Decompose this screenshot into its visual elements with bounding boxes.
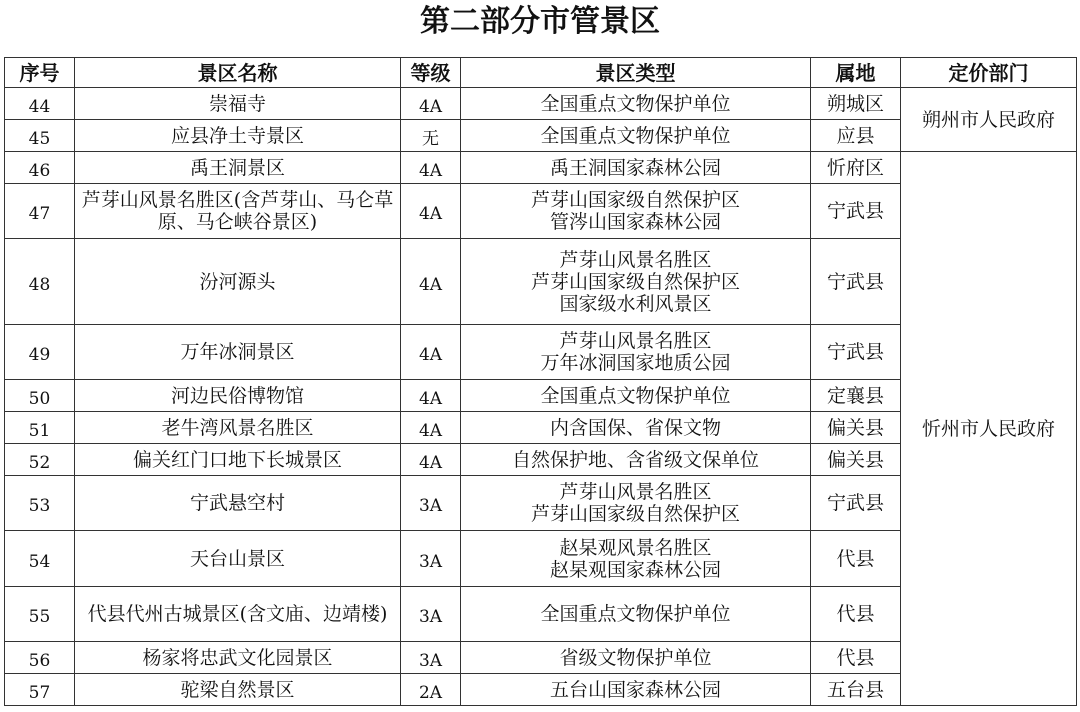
scenic-location: 宁武县 [811, 476, 901, 531]
row-number [5, 476, 75, 531]
scenic-grade-text: 无 [422, 128, 439, 149]
row-number [5, 88, 75, 120]
scenic-name: 芦芽山风景名胜区(含芦芽山、马仑草原、马仑峡谷景区) [75, 184, 401, 239]
scenic-grade-text: 4A [418, 345, 443, 365]
scenic-type-line: 万年冰洞国家地质公园 [540, 352, 731, 374]
scenic-location: 宁武县 [811, 239, 901, 325]
scenic-type-line: 全国重点文物保护单位 [540, 124, 731, 147]
row-number [5, 325, 75, 380]
scenic-grade [401, 531, 461, 587]
header-location: 属地 [811, 58, 901, 88]
scenic-type-line: 芦芽山风景名胜区 [559, 248, 712, 271]
scenic-type-line: 全国重点文物保护单位 [540, 92, 731, 115]
row-number [5, 587, 75, 642]
scenic-grade-text: 3A [418, 650, 443, 671]
row-number-text: 54 [28, 551, 51, 572]
scenic-type [461, 380, 811, 412]
row-number [5, 239, 75, 325]
scenic-type [461, 412, 811, 444]
scenic-type [461, 325, 811, 380]
scenic-location: 忻府区 [811, 152, 901, 184]
row-number [5, 531, 75, 587]
scenic-type [461, 444, 811, 476]
scenic-type-line: 全国重点文物保护单位 [540, 384, 731, 407]
scenic-type-line: 芦芽山国家级自然保护区 [530, 270, 740, 293]
row-number-text: 46 [28, 160, 51, 181]
scenic-location: 朔城区 [811, 88, 901, 120]
scenic-grade [401, 88, 461, 120]
scenic-location: 应县 [811, 120, 901, 152]
scenic-name: 杨家将忠武文化园景区 [75, 642, 401, 674]
row-number [5, 642, 75, 674]
scenic-type-line: 五台山国家森林公园 [549, 678, 721, 701]
table-row [5, 152, 1077, 184]
scenic-type-line: 芦芽山国家级自然保护区 [530, 503, 740, 525]
scenic-name: 偏关红门口地下长城景区 [75, 444, 401, 476]
scenic-type [461, 120, 811, 152]
scenic-name: 崇福寺 [75, 88, 401, 120]
scenic-grade [401, 120, 461, 152]
page-title: 第二部分市管景区 [420, 4, 660, 39]
scenic-type [461, 476, 811, 531]
scenic-name: 代县代州古城景区(含文庙、边靖楼) [75, 587, 401, 642]
scenic-type-line: 芦芽山国家级自然保护区 [530, 189, 740, 211]
scenic-grade-text: 3A [418, 607, 443, 627]
scenic-grade [401, 444, 461, 476]
row-number [5, 412, 75, 444]
scenic-type [461, 531, 811, 587]
row-number [5, 674, 75, 706]
scenic-grade [401, 380, 461, 412]
scenic-name: 河边民俗博物馆 [75, 380, 401, 412]
scenic-location: 定襄县 [811, 380, 901, 412]
scenic-grade [401, 325, 461, 380]
scenic-type [461, 88, 811, 120]
scenic-grade-text: 3A [418, 496, 443, 516]
scenic-type [461, 184, 811, 239]
row-number-text: 49 [28, 345, 51, 365]
scenic-grade [401, 239, 461, 325]
scenic-grade [401, 587, 461, 642]
row-number-text: 56 [28, 650, 51, 671]
scenic-type-line: 内含国保、省保文物 [549, 416, 721, 439]
scenic-name: 宁武悬空村 [75, 476, 401, 531]
row-number [5, 380, 75, 412]
scenic-location: 宁武县 [811, 184, 901, 239]
scenic-type-line: 管涔山国家森林公园 [549, 211, 721, 233]
scenic-grade-text: 3A [418, 551, 443, 572]
scenic-grade-text: 4A [418, 452, 443, 473]
scenic-type-line: 省级文物保护单位 [559, 646, 712, 669]
header-dept: 定价部门 [901, 58, 1077, 88]
header-no: 序号 [5, 58, 75, 88]
scenic-grade-text: 4A [418, 160, 443, 181]
row-number [5, 120, 75, 152]
scenic-grade-text: 4A [418, 96, 443, 117]
scenic-location: 代县 [811, 642, 901, 674]
scenic-type-line: 国家级水利风景区 [559, 292, 712, 315]
scenic-location: 代县 [811, 531, 901, 587]
scenic-type-line: 芦芽山风景名胜区 [559, 330, 712, 352]
scenic-table [4, 57, 1077, 706]
scenic-name: 老牛湾风景名胜区 [75, 412, 401, 444]
table-row [5, 88, 1077, 120]
row-number [5, 152, 75, 184]
scenic-grade [401, 642, 461, 674]
header-type: 景区类型 [461, 58, 811, 88]
header-row [5, 58, 1077, 88]
row-number-text: 53 [28, 496, 51, 516]
row-number-text: 45 [28, 128, 51, 149]
scenic-grade-text: 4A [418, 204, 443, 224]
header-grade: 等级 [401, 58, 461, 88]
row-number-text: 57 [28, 682, 51, 703]
scenic-grade [401, 412, 461, 444]
header-name: 景区名称 [75, 58, 401, 88]
scenic-location: 偏关县 [811, 412, 901, 444]
scenic-grade-text: 4A [418, 388, 443, 409]
scenic-grade-text: 4A [418, 420, 443, 441]
scenic-type [461, 152, 811, 184]
scenic-type-line: 芦芽山风景名胜区 [559, 481, 712, 503]
scenic-location: 宁武县 [811, 325, 901, 380]
row-number-text: 48 [28, 274, 51, 295]
scenic-type-line: 禹王洞国家森林公园 [549, 156, 721, 179]
scenic-name: 驼梁自然景区 [75, 674, 401, 706]
scenic-type [461, 674, 811, 706]
pricing-dept: 朔州市人民政府 [901, 88, 1077, 152]
scenic-grade [401, 152, 461, 184]
row-number [5, 444, 75, 476]
scenic-name: 天台山景区 [75, 531, 401, 587]
scenic-type [461, 587, 811, 642]
row-number-text: 47 [28, 204, 51, 224]
scenic-grade [401, 476, 461, 531]
scenic-type [461, 239, 811, 325]
scenic-type-line: 全国重点文物保护单位 [540, 603, 731, 625]
scenic-type [461, 642, 811, 674]
scenic-location: 代县 [811, 587, 901, 642]
scenic-name: 禹王洞景区 [75, 152, 401, 184]
scenic-location: 偏关县 [811, 444, 901, 476]
scenic-name: 万年冰洞景区 [75, 325, 401, 380]
scenic-location: 五台县 [811, 674, 901, 706]
scenic-name: 汾河源头 [75, 239, 401, 325]
row-number-text: 52 [28, 452, 51, 473]
scenic-type-line: 赵杲观风景名胜区 [559, 536, 712, 559]
row-number-text: 55 [28, 607, 51, 627]
scenic-name: 应县净土寺景区 [75, 120, 401, 152]
row-number-text: 50 [28, 388, 51, 409]
row-number-text: 51 [28, 420, 51, 441]
pricing-dept: 忻州市人民政府 [901, 152, 1077, 706]
scenic-grade-text: 2A [418, 682, 443, 703]
row-number-text: 44 [28, 96, 51, 117]
scenic-grade-text: 4A [418, 274, 443, 295]
scenic-grade [401, 674, 461, 706]
row-number [5, 184, 75, 239]
scenic-grade [401, 184, 461, 239]
scenic-type-line: 自然保护地、含省级文保单位 [511, 448, 759, 471]
scenic-type-line: 赵杲观国家森林公园 [549, 558, 721, 581]
